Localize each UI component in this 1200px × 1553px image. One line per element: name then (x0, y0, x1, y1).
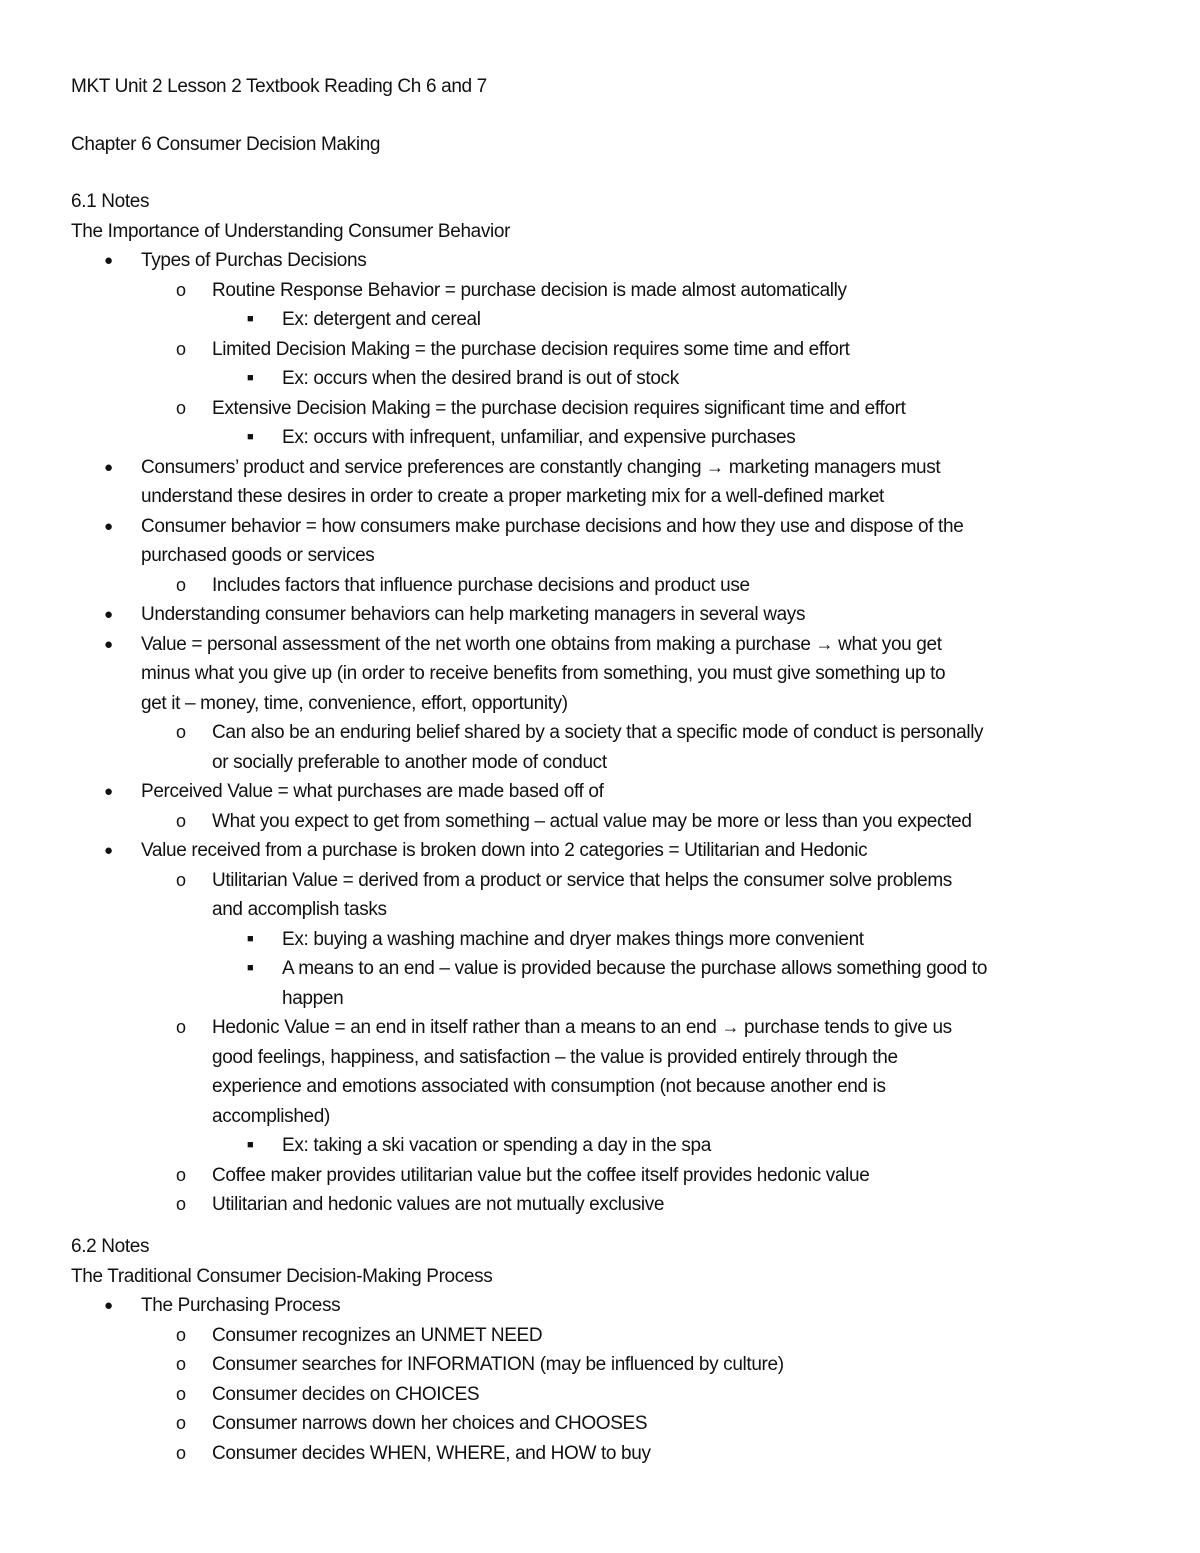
list-item: o Consumer recognizes an UNMET NEED (71, 1321, 1131, 1351)
list-item: o Includes factors that influence purchase decisions and product use (71, 571, 1131, 601)
section-6-2 (71, 1232, 1131, 1468)
list-item: ■ Ex: occurs with infrequent, unfamiliar, and expensive purchases (71, 423, 1131, 453)
bullet-icon: ● (104, 252, 113, 269)
list-item: ■ Ex: occurs when the desired brand is out of stock (71, 364, 1131, 394)
circle-bullet-icon: o (176, 1164, 186, 1185)
bullet-icon: ● (104, 458, 113, 476)
list-item: o What you expect to get from something – actual value may be more or less than you expected (71, 807, 1131, 837)
right-arrow-icon: → (721, 1017, 740, 1037)
list-item: ● Value = personal assessment of the net worth one obtains from making a purchase → what you get minus what you give up (in order to receive benefits from something, you must give something up to get it – money, time, convenience, effort, opportunity) (71, 630, 1131, 719)
list-item: o Coffee maker provides utilitarian value but the coffee itself provides hedonic value (71, 1161, 1131, 1191)
document-title: MKT Unit 2 Lesson 2 Textbook Reading Ch 6 and 7 (71, 76, 487, 97)
list-item: o Consumer narrows down her choices and CHOOSES (71, 1409, 1131, 1439)
section-subheading: The Traditional Consumer Decision-Making Process (71, 1265, 493, 1287)
square-bullet-icon: ■ (247, 431, 254, 443)
list-item: ● Value received from a purchase is broken down into 2 categories = Utilitarian and Hedonic (71, 836, 1131, 866)
circle-bullet-icon: o (176, 1413, 186, 1433)
circle-bullet-icon: o (176, 722, 186, 742)
square-bullet-icon: ■ (247, 1139, 254, 1151)
list-item: o Consumer searches for INFORMATION (may be influenced by culture) (71, 1350, 1131, 1380)
circle-bullet-icon: o (176, 279, 186, 300)
square-bullet-icon: ■ (247, 372, 254, 384)
square-bullet-icon: ■ (247, 313, 254, 325)
notes-list (71, 246, 1131, 1220)
list-item: ■ Ex: taking a ski vacation or spending a day in the spa (71, 1131, 1131, 1161)
circle-bullet-icon: o (176, 1383, 186, 1404)
bullet-icon: ● (104, 635, 113, 653)
list-item: ● Perceived Value = what purchases are made based off of (71, 777, 1131, 807)
circle-bullet-icon: o (176, 338, 186, 359)
list-item: ● The Purchasing Process (71, 1291, 1131, 1321)
section-heading: 6.2 Notes (71, 1236, 150, 1257)
section-subheading: The Importance of Understanding Consumer Behavior (71, 220, 511, 242)
right-arrow-icon: → (815, 633, 834, 654)
circle-bullet-icon: o (176, 1194, 186, 1214)
list-item: o Consumer decides WHEN, WHERE, and HOW to buy (71, 1439, 1131, 1469)
list-item: o Utilitarian and hedonic values are not mutually exclusive (71, 1190, 1131, 1220)
circle-bullet-icon: o (176, 574, 186, 595)
square-bullet-icon: ■ (247, 932, 254, 945)
list-item: o Can also be an enduring belief shared by a society that a specific mode of conduct is personally or socially preferable to another mode of conduct (71, 718, 1131, 777)
right-arrow-icon: → (706, 456, 724, 477)
circle-bullet-icon: o (176, 1017, 186, 1037)
list-item: o Consumer decides on CHOICES (71, 1380, 1131, 1410)
list-item: ● Consumer behavior = how consumers make purchase decisions and how they use and dispose of the purchased goods or services (71, 512, 1131, 571)
bullet-icon: ● (104, 1297, 113, 1314)
list-item: ■ A means to an end – value is provided because the purchase allows something good to happen (71, 954, 1131, 1013)
list-item: o Hedonic Value = an end in itself rather than a means to an end → purchase tends to give us good feelings, happiness, and satisfaction – the value is provided entirely through the experience and emotions associated with consumption (not because another end is accomplished) (71, 1013, 1131, 1131)
circle-bullet-icon: o (176, 1442, 186, 1463)
bullet-icon: ● (104, 517, 113, 535)
bullet-icon: ● (104, 783, 113, 800)
list-item: ■ Ex: buying a washing machine and dryer makes things more convenient (71, 925, 1131, 955)
list-item: o Routine Response Behavior = purchase decision is made almost automatically (71, 276, 1131, 306)
list-item: o Utilitarian Value = derived from a product or service that helps the consumer solve problems and accomplish tasks (71, 866, 1131, 925)
circle-bullet-icon: o (176, 869, 186, 890)
chapter-title: Chapter 6 Consumer Decision Making (71, 134, 381, 155)
list-item: o Extensive Decision Making = the purchase decision requires significant time and effort (71, 394, 1131, 424)
square-bullet-icon: ■ (247, 962, 254, 974)
circle-bullet-icon: o (176, 1354, 186, 1374)
section-6-1 (71, 187, 1131, 1220)
section-heading: 6.1 Notes (71, 191, 150, 212)
circle-bullet-icon: o (176, 1324, 186, 1345)
bullet-icon: ● (104, 606, 113, 623)
circle-bullet-icon: o (176, 810, 186, 831)
list-item: ● Understanding consumer behaviors can help marketing managers in several ways (71, 600, 1131, 630)
list-item: ■ Ex: detergent and cereal (71, 305, 1131, 335)
circle-bullet-icon: o (176, 397, 186, 418)
list-item: ● Types of Purchas Decisions (71, 246, 1131, 276)
list-item: ● Consumers’ product and service preferences are constantly changing → marketing managers must understand these desires in order to create a proper marketing mix for a well-defined market (71, 453, 1131, 512)
notes-list (71, 1291, 1131, 1468)
bullet-icon: ● (104, 842, 113, 859)
list-item: o Limited Decision Making = the purchase decision requires some time and effort (71, 335, 1131, 365)
